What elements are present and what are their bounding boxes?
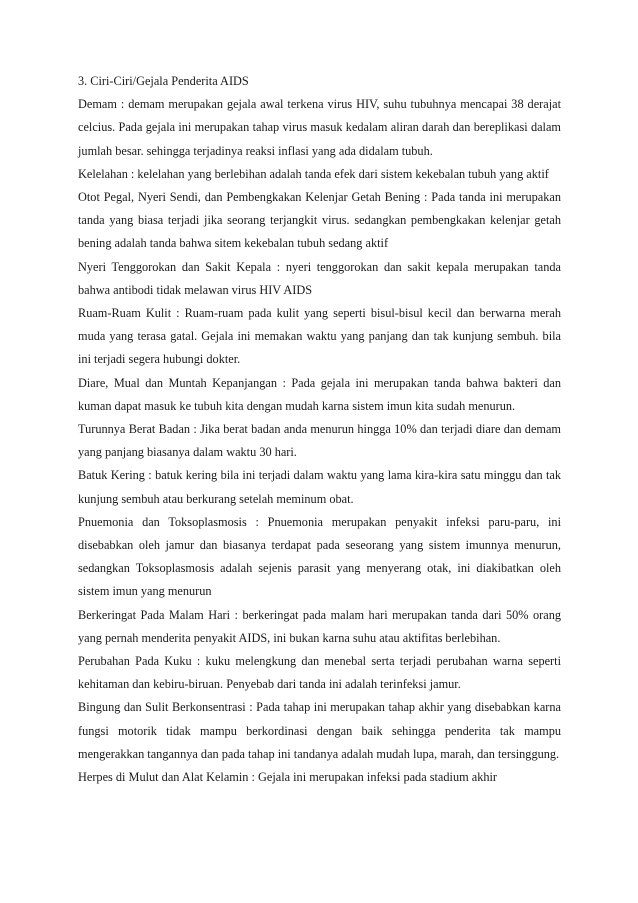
paragraph-ruam-kulit: Ruam-Ruam Kulit : Ruam-ruam pada kulit yang seperti bisul-bisul kecil dan berwarna merah muda yang terasa gatal. Gejala ini memakan waktu yang panjang dan tak kunjung sembuh. bila ini terjadi segera hubungi dokter. bbox=[78, 306, 561, 367]
paragraph-herpes: Herpes di Mulut dan Alat Kelamin : Gejala ini merupakan infeksi pada stadium akhir bbox=[78, 770, 498, 785]
paragraph-kelelahan: Kelelahan : kelelahan yang berlebihan adalah tanda efek dari sistem kekebalan tubuh yang aktif bbox=[78, 166, 549, 181]
paragraph-berat-badan: Turunnya Berat Badan : Jika berat badan anda menurun hingga 10% dan terjadi diare dan demam yang panjang biasanya dalam waktu 30 hari. bbox=[78, 422, 561, 460]
paragraph-pnuemonia: Pnuemonia dan Toksoplasmosis : Pnuemonia merupakan penyakit infeksi paru-paru, ini disebabkan oleh jamur dan biasanya terdapat pada seseorang yang sistem imunnya menurun, sedangkan Toksoplasmosis adalah sejenis parasit yang menyerang otak, ini diakibatkan oleh sistem imun yang menurun bbox=[78, 514, 561, 599]
paragraph-diare: Diare, Mual dan Muntah Kepanjangan : Pada gejala ini merupakan tanda bahwa bakteri dan kuman dapat masuk ke tubuh kita dengan mudah karna sistem imun kita sudah menurun. bbox=[78, 375, 561, 413]
paragraph-kuku: Perubahan Pada Kuku : kuku melengkung dan menebal serta terjadi perubahan warna seperti kehitaman dan kebiru-biruan. Penyebab dari tanda ini adalah terinfeksi jamur. bbox=[78, 654, 561, 692]
paragraph-nyeri-tenggorokan: Nyeri Tenggorokan dan Sakit Kepala : nyeri tenggorokan dan sakit kepala merupakan tanda bahwa antibodi tidak melawan virus HIV AIDS bbox=[78, 259, 561, 297]
paragraph-berkeringat: Berkeringat Pada Malam Hari : berkeringat pada malam hari merupakan tanda dari 50% orang yang pernah menderita penyakit AIDS, ini bukan karna suhu atau aktifitas berlebihan. bbox=[78, 607, 561, 645]
paragraph-batuk-kering: Batuk Kering : batuk kering bila ini terjadi dalam waktu yang lama kira-kira satu minggu dan tak kunjung sembuh atau berkurang setelah meminum obat. bbox=[78, 468, 561, 506]
section-heading: 3. Ciri-Ciri/Gejala Penderita AIDS bbox=[78, 74, 249, 88]
paragraph-bingung: Bingung dan Sulit Berkonsentrasi : Pada tahap ini merupakan tahap akhir yang disebabkan karna fungsi motorik tidak mampu berkordinasi dengan baik sehingga penderita tak mampu mengerakkan tangannya dan pada tahap ini tandanya adalah mudah lupa, marah, dan tersinggung. bbox=[78, 700, 561, 761]
paragraph-demam: Demam : demam merupakan gejala awal terkena virus HIV, suhu tubuhnya mencapai 38 derajat celcius. Pada gejala ini merupakan tahap virus masuk kedalam aliran darah dan bereplikasi dalam jumlah besar. sehingga terjadinya reaksi inflasi yang ada didalam tubuh. bbox=[78, 97, 561, 158]
paragraph-otot-pegal: Otot Pegal, Nyeri Sendi, dan Pembengkakan Kelenjar Getah Bening : Pada tanda ini merupakan tanda yang biasa terjadi jika seorang terjangkit virus. sedangkan pembengkakan kelenjar getah bening adalah tanda bahwa sitem kekebalan tubuh sedang aktif bbox=[78, 190, 561, 251]
document-body bbox=[78, 70, 561, 789]
